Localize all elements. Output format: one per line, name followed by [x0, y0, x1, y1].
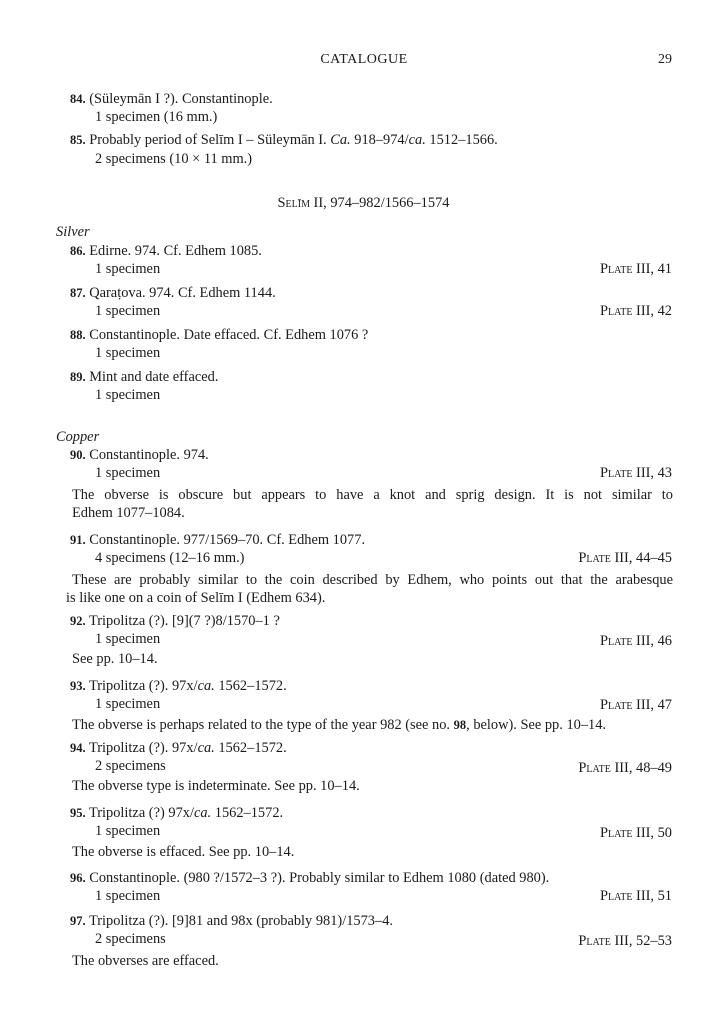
- note-text: The obverse is perhaps related to the type of the year 982 (see no.: [72, 717, 454, 733]
- plate-reference: Plate III, 41: [599, 261, 672, 277]
- entry-text: Tripolitza (?) 97x/: [88, 805, 194, 821]
- entry-number: 97.: [70, 914, 86, 928]
- entry-text: Tripolitza (?). 97x/: [88, 740, 198, 756]
- plate-reference: Plate III, 51: [599, 888, 672, 904]
- entry-86-line1: [70, 242, 262, 260]
- entry-text: Tripolitza (?). [9]81 and 98x (probably 981)/1573–4.: [88, 913, 393, 929]
- entry-text: 1512–1566.: [425, 132, 498, 148]
- entry-text-italic: ca.: [197, 678, 215, 694]
- entry-94-note: The obverse type is indeterminate. See pp. 10–14.: [72, 778, 360, 794]
- entry-91-line1: [70, 531, 365, 549]
- plate-reference: Plate III, 50: [599, 825, 672, 841]
- entry-number: 95.: [70, 806, 86, 820]
- entry-95-line1: [70, 804, 283, 822]
- entry-87-line2: 1 specimen: [95, 303, 161, 319]
- entry-88-line2: 1 specimen: [95, 345, 161, 361]
- entry-text: Probably period of Selīm I – Süleymān I.: [89, 132, 331, 148]
- entry-93-line1: [70, 677, 287, 695]
- entry-text-italic: ca.: [408, 132, 426, 148]
- plate-reference: Plate III, 48–49: [578, 760, 672, 776]
- entry-94-line1: [70, 739, 287, 757]
- category-copper: Copper: [56, 429, 100, 445]
- plate-reference: Plate III, 44–45: [578, 550, 672, 566]
- entry-text-italic: Ca.: [330, 132, 351, 148]
- entry-90-note: The obverse is obscure but appears to have a knot and sprig design. It is not similar to: [72, 487, 673, 503]
- entry-number: 88.: [70, 328, 86, 342]
- entry-85-line2: 2 specimens (10 × 11 mm.): [95, 151, 253, 167]
- entry-97-note: The obverses are effaced.: [72, 953, 219, 969]
- entry-text: Constantinople. 977/1569–70. Cf. Edhem 1077.: [89, 532, 366, 548]
- note-text: , below). See pp. 10–14.: [466, 717, 607, 733]
- plate-reference: Plate III, 46: [599, 633, 672, 649]
- entry-84-line1: [70, 90, 273, 108]
- entry-93-note: [72, 716, 606, 734]
- entry-text: Constantinople. (980 ?/1572–3 ?). Probably similar to Edhem 1080 (dated 980).: [89, 870, 550, 886]
- entry-number: 86.: [70, 244, 86, 258]
- entry-92-note: See pp. 10–14.: [72, 651, 158, 667]
- entry-97-line1: [70, 912, 393, 930]
- plate-reference: Plate III, 43: [599, 465, 672, 481]
- entry-91-note-cont: is like one on a coin of Selīm I (Edhem 634).: [66, 590, 326, 606]
- entry-90-note-cont: Edhem 1077–1084.: [72, 505, 185, 521]
- entry-text-italic: ca.: [193, 805, 212, 821]
- section-heading: Selīm II, 974–982/1566–1574: [277, 195, 450, 211]
- entry-text: Mint and date effaced.: [89, 369, 219, 385]
- entry-84-line2: 1 specimen (16 mm.): [95, 109, 218, 125]
- entry-number: 90.: [70, 448, 86, 462]
- entry-text: Tripolitza (?). [9](7 ?)8/1570–1 ?: [88, 613, 280, 629]
- entry-text: (Süleymān I ?). Constantinople.: [89, 91, 273, 107]
- entry-number: 93.: [70, 679, 86, 693]
- entry-number: 94.: [70, 741, 86, 755]
- plate-reference: Plate III, 52–53: [578, 933, 672, 949]
- entry-94-line2: 2 specimens: [95, 758, 166, 774]
- entry-number: 89.: [70, 370, 86, 384]
- entry-96-line2: 1 specimen: [95, 888, 161, 904]
- entry-91-note: These are probably similar to the coin described by Edhem, who points out that the arabesque: [72, 572, 673, 588]
- entry-number: 85.: [70, 133, 86, 147]
- plate-reference: Plate III, 47: [599, 697, 672, 713]
- entry-89-line1: [70, 368, 218, 386]
- entry-text: Edirne. 974. Cf. Edhem 1085.: [89, 243, 262, 259]
- entry-90-line2: 1 specimen: [95, 465, 161, 481]
- entry-95-line2: 1 specimen: [95, 823, 161, 839]
- plate-reference: Plate III, 42: [599, 303, 672, 319]
- entry-88-line1: [70, 326, 368, 344]
- entry-92-line2: 1 specimen: [95, 631, 161, 647]
- entry-text: 1562–1572.: [214, 678, 287, 694]
- entry-text: Constantinople. Date effaced. Cf. Edhem 1076 ?: [89, 327, 369, 343]
- cross-reference-number: 98: [453, 718, 467, 732]
- running-header: [56, 52, 672, 74]
- entry-number: 91.: [70, 533, 86, 547]
- entry-text: Constantinople. 974.: [89, 447, 209, 463]
- entry-text: Qaraṭova. 974. Cf. Edhem 1144.: [89, 285, 276, 301]
- entry-96-line1: [70, 869, 549, 887]
- entry-number: 87.: [70, 286, 86, 300]
- entry-90-line1: [70, 446, 209, 464]
- entry-87-line1: [70, 284, 276, 302]
- entry-number: 84.: [70, 92, 86, 106]
- entry-95-note: The obverse is effaced. See pp. 10–14.: [72, 844, 295, 860]
- entry-text: 1562–1572.: [214, 740, 287, 756]
- entry-91-line2: 4 specimens (12–16 mm.): [95, 550, 245, 566]
- entry-text: 918–974/: [350, 132, 409, 148]
- entry-92-line1: [70, 612, 280, 630]
- entry-86-line2: 1 specimen: [95, 261, 161, 277]
- entry-number: 96.: [70, 871, 86, 885]
- entry-text: Tripolitza (?). 97x/: [88, 678, 198, 694]
- running-title: CATALOGUE: [320, 52, 408, 67]
- entry-text: 1562–1572.: [211, 805, 284, 821]
- entry-text-italic: ca.: [197, 740, 215, 756]
- entry-number: 92.: [70, 614, 86, 628]
- entry-97-line2: 2 specimens: [95, 931, 166, 947]
- page-number: 29: [658, 52, 672, 67]
- entry-89-line2: 1 specimen: [95, 387, 161, 403]
- entry-93-line2: 1 specimen: [95, 696, 161, 712]
- category-silver: Silver: [56, 224, 90, 240]
- entry-85-line1: [70, 131, 498, 149]
